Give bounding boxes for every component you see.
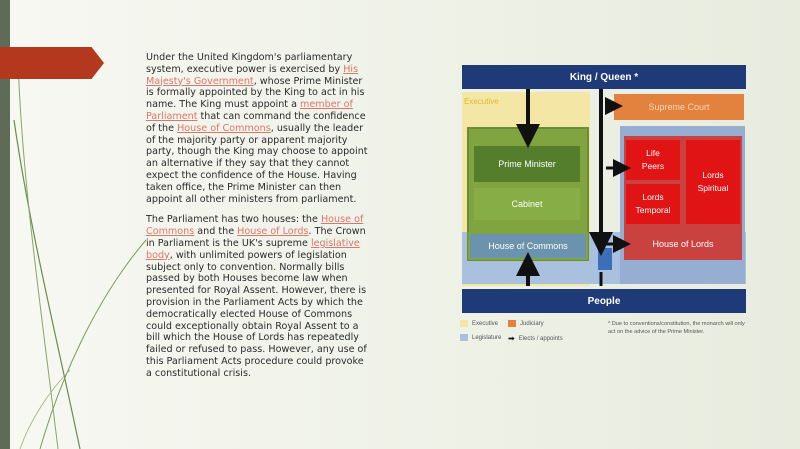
link-legislative-body[interactable]: legislative body <box>146 237 360 261</box>
legend-swatch <box>508 320 516 327</box>
supreme-court-box: Supreme Court <box>614 94 744 120</box>
people-band: People <box>462 289 746 313</box>
legend-label: Elects / appoints <box>518 335 563 342</box>
accent-arrow <box>0 47 104 79</box>
legend-label: Executive <box>472 320 499 327</box>
text-span: , whose Prime Minister is formally appointed by the King to act in his name. The King must appoint a <box>146 75 365 111</box>
paragraph-executive <box>146 52 368 205</box>
lords-temporal-box: Lords Temporal <box>626 184 680 224</box>
text-span: Under the United Kingdom's parliamentary system, executive power is exercised by <box>146 52 353 75</box>
paragraph-parliament <box>146 214 368 379</box>
text-span: . The Crown in Parliament is the UK's supreme <box>146 226 366 249</box>
body-text <box>146 52 368 389</box>
diagram-footnote: * Due to conventions/constitution, the monarch will only act on the advice of the Prime Minister. <box>608 321 745 335</box>
text-span: and the <box>194 226 238 238</box>
arrow-icon: ➡ <box>508 334 515 343</box>
monarch-band: King / Queen * <box>462 65 746 89</box>
legend-legislature <box>460 334 501 341</box>
text-span: The Parliament has two houses: the <box>146 214 321 226</box>
executive-area-label: Executive <box>464 96 499 106</box>
text-span: , with unlimited powers of legislation subject only to convention. Normally bills passed by both Houses become law when presented for Royal Assent. However, there is provision in the Parliament Acts by which the democratically elected House of Commons could exceptionally obtain Royal Assent to a bill which the House of Lords has repeatedly failed or refused to pass. However, any use of this Parliament Acts procedure could provoke a constitutional crisis. <box>146 249 367 379</box>
link-member-of-parliament[interactable]: member of Parliament <box>146 99 353 122</box>
legend-swatch <box>460 334 468 341</box>
link-house-of-commons[interactable]: House of Commons <box>177 122 271 134</box>
text-span: , usually the leader of the majority party or apparent majority party, though the King may choose to appoint an alternative if they say that they cannot expect the confidence of the House. Having taken office, the Prime Minister can then appoint all other ministers from parliament. <box>146 122 368 205</box>
link-house-of-commons-2[interactable]: House of Commons <box>146 214 364 238</box>
legend-label: Legislature <box>472 334 502 341</box>
house-of-commons-box: House of Commons <box>468 232 588 260</box>
uk-government-diagram <box>460 64 746 344</box>
text-span: that can command the confidence of the <box>146 110 366 134</box>
house-of-lords-box: House of Lords <box>624 228 742 260</box>
diagram-arrows <box>460 64 746 314</box>
lords-spiritual-box: Lords Spiritual <box>686 140 740 224</box>
legend-swatch <box>460 320 468 327</box>
life-peers-box: Life Peers <box>626 140 680 180</box>
legend-executive <box>460 320 498 327</box>
legend-action <box>508 334 563 343</box>
legend-label: Judiciary <box>520 320 544 327</box>
cabinet-box: Cabinet <box>474 188 580 220</box>
legend-judiciary <box>508 320 544 327</box>
link-house-of-lords[interactable]: House of Lords <box>237 226 309 238</box>
link-his-majestys-government[interactable]: His Majesty's Government <box>146 63 359 87</box>
prime-minister-box: Prime Minister <box>474 146 580 182</box>
